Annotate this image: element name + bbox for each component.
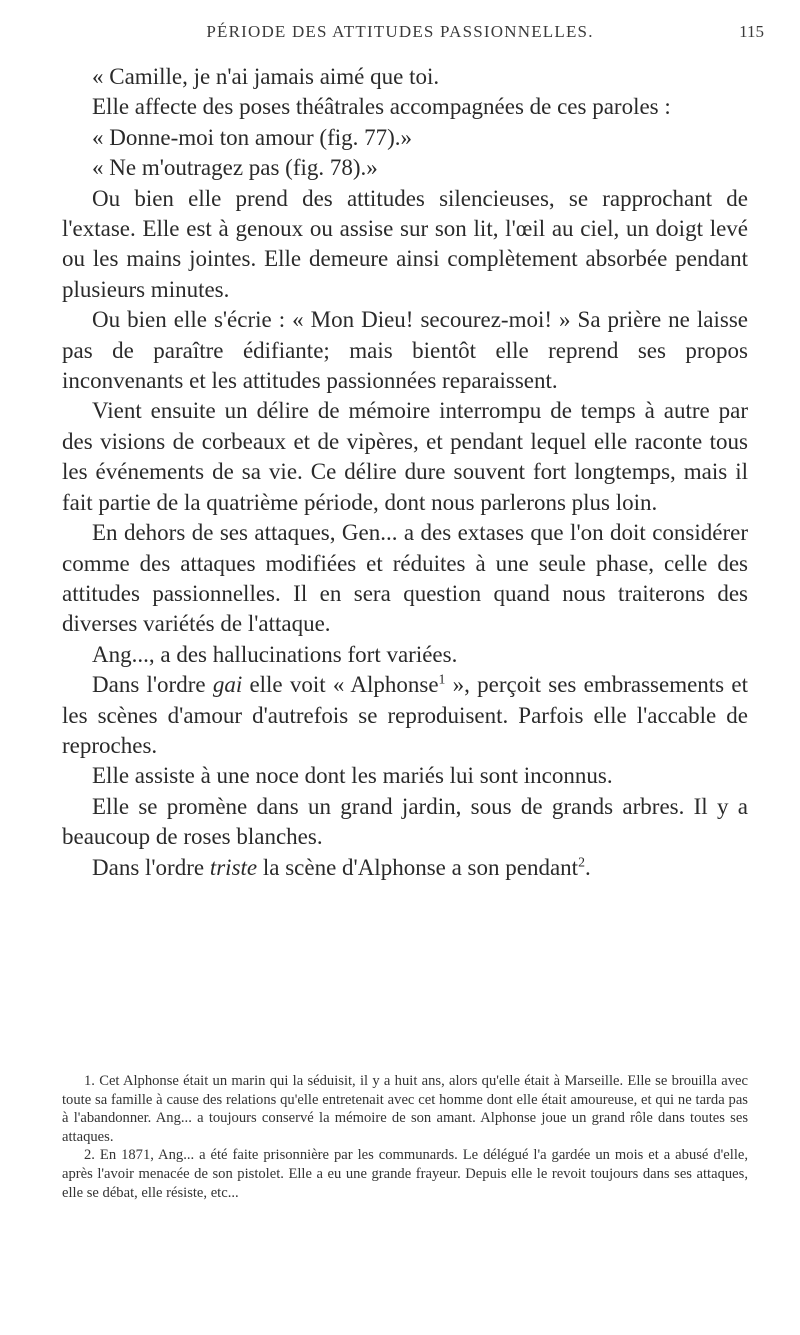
- footnote-1: 1. Cet Alphonse était un marin qui la séduisit, il y a huit ans, alors qu'elle était à Marseille. Elle se brouilla avec toute sa famille à cause des relations qu'elle entretenait avec cet homme dont elle était amoureuse, et qui ne tarda pas à l'abandonner. Ang... a toujours conservé la mémoire de son amant. Alphonse joue un grand rôle dans toutes ses attaques.: [62, 1073, 748, 1145]
- page-number: 115: [739, 22, 764, 41]
- text-run: .: [584, 854, 591, 880]
- text-run: Dans l'ordre: [92, 854, 210, 880]
- paragraph-quote-donne-moi: « Donne-moi ton amour (fig. 77).»: [92, 124, 413, 150]
- running-title: PÉRIODE DES ATTITUDES PASSIONNELLES.: [206, 22, 594, 41]
- paragraph-prayer: Ou bien elle s'écrie : « Mon Dieu! secourez-moi! » Sa prière ne laisse pas de paraître édifiante; mais bientôt elle reprend ses propos inconvenants et les attitudes passionnées reparaissent.: [62, 307, 748, 394]
- paragraph-noce: Elle assiste à une noce dont les mariés lui sont inconnus.: [92, 763, 613, 789]
- paragraph-quote-camille: « Camille, je n'ai jamais aimé que toi.: [92, 64, 440, 89]
- paragraph-jardin: Elle se promène dans un grand jardin, sous de grands arbres. Il y a beaucoup de roses blanches.: [62, 793, 748, 850]
- text-run: », perçoit ses embrassements et les scènes d'amour d'autrefois se reproduisent. Parfois elle l'accable de reproches.: [62, 672, 748, 758]
- italic-gai: gai: [212, 672, 243, 698]
- paragraph-ordre-triste: [62, 853, 748, 883]
- italic-triste: triste: [209, 854, 258, 880]
- paragraph-theatrical-poses: Elle affecte des poses théâtrales accompagnées de ces paroles :: [92, 94, 671, 120]
- text-run: Dans l'ordre: [92, 672, 213, 698]
- footnote-2: 2. En 1871, Ang... a été faite prisonnière par les communards. Le délégué l'a gardée un mois et a abusé d'elle, après l'avoir menacée de son pistolet. Elle a eu une grande frayeur. Depuis elle le revoit toujours dans ses attaques, elle se débat, elle résiste, etc...: [62, 1147, 748, 1201]
- body-text: [62, 62, 748, 883]
- paragraph-quote-ne-moutragez: « Ne m'outragez pas (fig. 78).»: [92, 155, 378, 181]
- text-run: elle voit « Alphonse: [242, 672, 439, 698]
- footnote-ref-1: 1: [438, 671, 446, 687]
- footnote-ref-2: 2: [578, 853, 585, 869]
- paragraph-ordre-gai: [62, 670, 748, 761]
- paragraph-silent-attitudes: Ou bien elle prend des attitudes silencieuses, se rapprochant de l'extase. Elle est à genoux ou assise sur son lit, l'œil au ciel, un doigt levé ou les mains jointes. Elle demeure ainsi complètement absorbée pendant plusieurs minutes.: [62, 185, 748, 302]
- paragraph-hallucinations: Ang..., a des hallucinations fort variées.: [92, 641, 458, 667]
- page-header: [0, 14, 800, 54]
- paragraph-extases: En dehors de ses attaques, Gen... a des extases que l'on doit considérer comme des attaques modifiées et réduites à une seule phase, celle des attitudes passionnelles. Il en sera question quand nous traiterons des diverses variétés de l'attaque.: [62, 520, 748, 637]
- footnotes: [62, 1072, 748, 1202]
- paragraph-memory-delirium: Vient ensuite un délire de mémoire interrompu de temps à autre par des visions de corbeaux et de vipères, et pendant lequel elle raconte tous les événements de sa vie. Ce délire dure souvent fort longtemps, mais il fait partie de la quatrième période, dont nous parlerons plus loin.: [62, 398, 748, 515]
- text-run: la scène d'Alphonse a son pendant: [257, 854, 579, 880]
